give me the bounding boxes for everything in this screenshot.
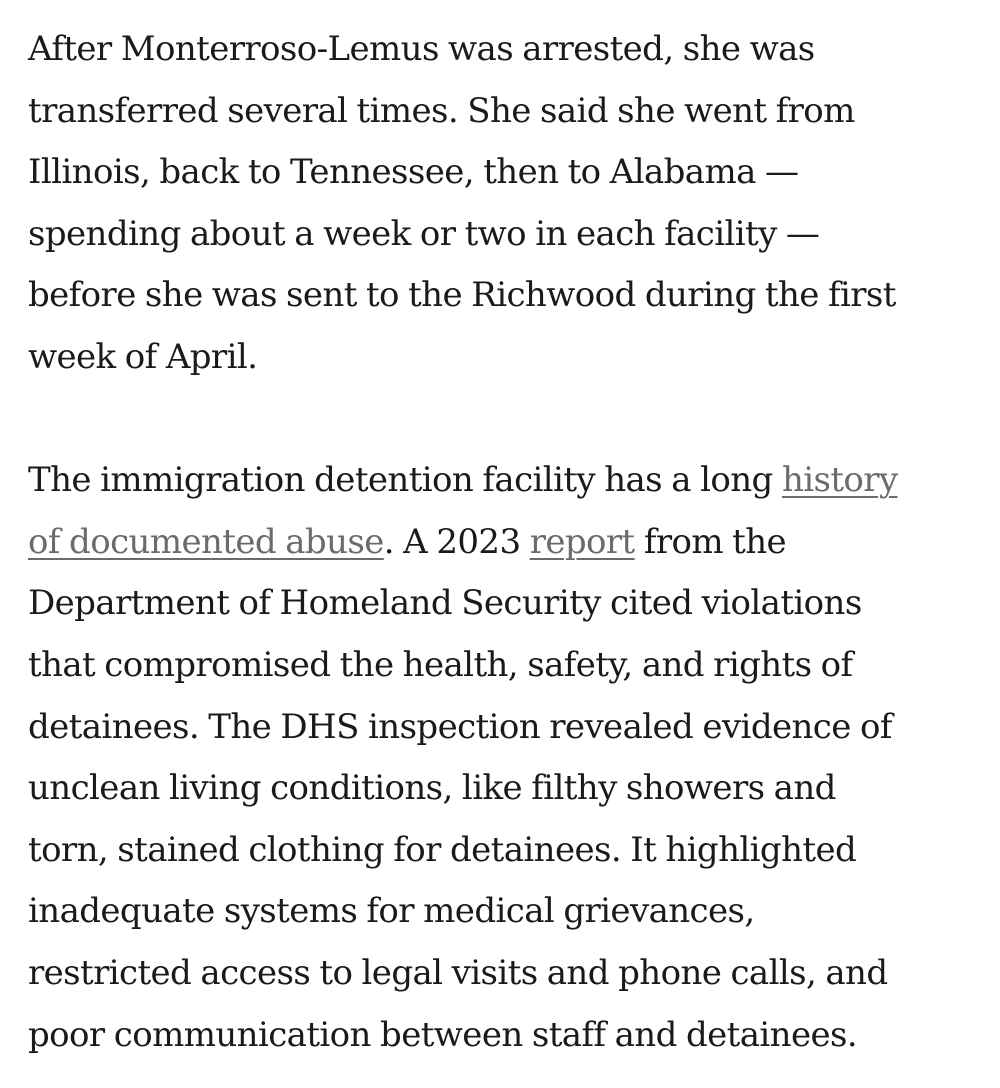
paragraph-line: spending about a week or two in each facility — bbox=[28, 213, 820, 254]
line-text: from the bbox=[634, 521, 787, 562]
paragraph-line: inadequate systems for medical grievances, bbox=[28, 891, 755, 932]
paragraph-facility-abuse bbox=[28, 450, 988, 1066]
paragraph-line: transferred several times. She said she went from bbox=[28, 90, 855, 131]
paragraph-line: unclean living conditions, like filthy showers and bbox=[28, 768, 836, 809]
paragraph-line: detainees. The DHS inspection revealed evidence of bbox=[28, 706, 892, 747]
paragraph-transfers bbox=[28, 19, 988, 389]
dhs-report-link[interactable]: report bbox=[529, 521, 635, 562]
paragraph-line: before she was sent to the Richwood during the first bbox=[28, 275, 896, 316]
history-of-abuse-link-continued[interactable]: of documented abuse bbox=[28, 521, 384, 562]
paragraph-line: week of April. bbox=[28, 336, 258, 377]
paragraph-line: restricted access to legal visits and phone calls, and bbox=[28, 952, 888, 993]
line-text: The immigration detention facility has a long bbox=[28, 460, 782, 501]
history-of-abuse-link[interactable]: history bbox=[781, 460, 898, 501]
paragraph-line: Illinois, back to Tennessee, then to Alabama — bbox=[28, 152, 799, 193]
paragraph-line bbox=[28, 512, 988, 574]
paragraph-line bbox=[28, 450, 988, 512]
paragraph-line: After Monterroso-Lemus was arrested, she was bbox=[28, 29, 815, 69]
paragraph-line: poor communication between staff and detainees. bbox=[28, 1014, 858, 1055]
line-text: . A 2023 bbox=[383, 521, 530, 562]
paragraph-line: torn, stained clothing for detainees. It highlighted bbox=[28, 829, 857, 870]
paragraph-spacer bbox=[28, 389, 988, 451]
paragraph-line: Department of Homeland Security cited violations bbox=[28, 583, 862, 624]
paragraph-line: that compromised the health, safety, and rights of bbox=[28, 644, 853, 685]
article-body bbox=[28, 19, 988, 1066]
